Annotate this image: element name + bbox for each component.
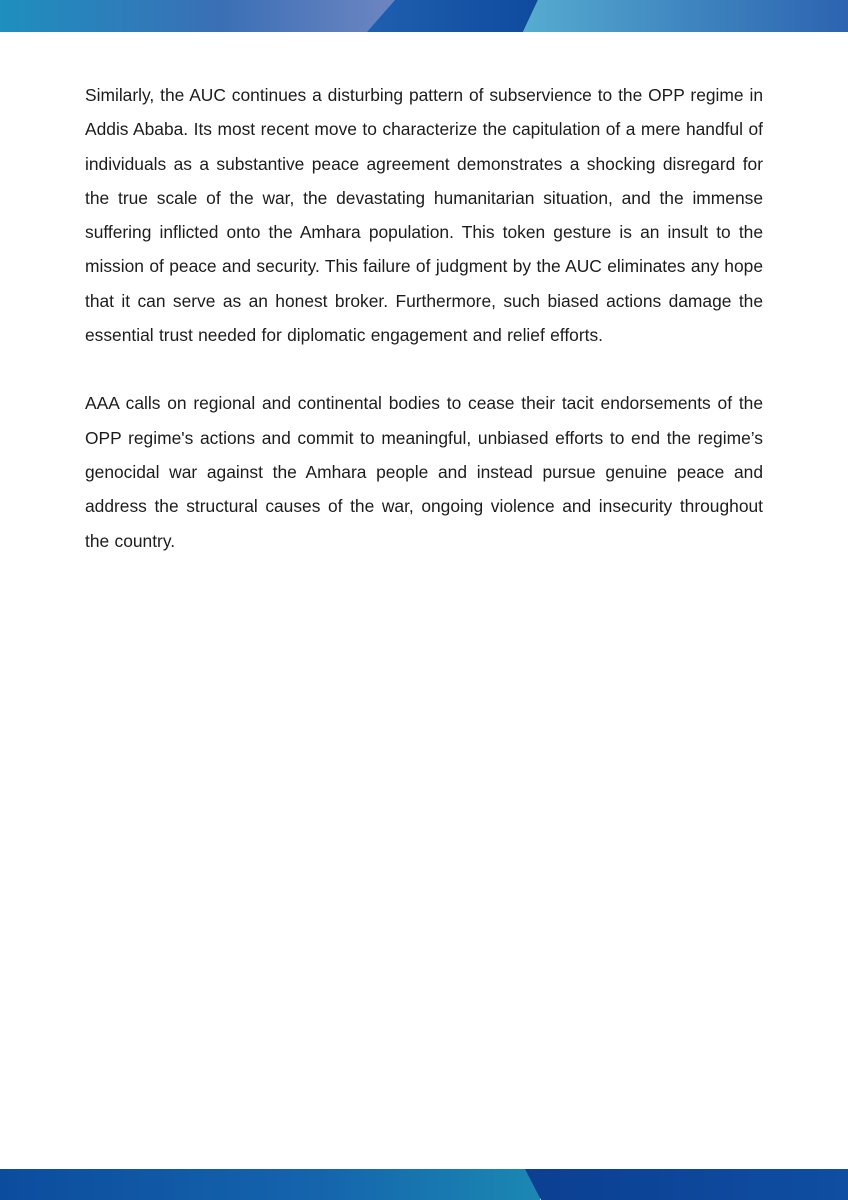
header-band <box>0 0 848 32</box>
header-band-right <box>523 0 848 32</box>
paragraph-auc-criticism: Similarly, the AUC continues a disturbing pattern of subservience to the OPP regime in Addis Ababa. Its most recent move to characterize the capitulation of a mere handful of individuals as a substantive peace agreement demonstrates a shocking disregard for the true scale of the war, the devastating humanitarian situation, and the immense suffering inflicted onto the Amhara population. This token gesture is an insult to the mission of peace and security. This failure of judgment by the AUC eliminates any hope that it can serve as an honest broker. Furthermore, such biased actions damage the essential trust needed for diplomatic engagement and relief efforts. <box>85 85 763 346</box>
header-band-middle <box>367 0 538 32</box>
header-band-left <box>0 0 400 32</box>
footer-band-graphic <box>0 1169 848 1200</box>
footer-band-right <box>525 1169 848 1200</box>
footer-band <box>0 1169 848 1200</box>
header-band-graphic <box>0 0 848 32</box>
document-body <box>85 78 763 558</box>
paragraph-aaa-call: AAA calls on regional and continental bodies to cease their tacit endorsements of the OPP regime's actions and commit to meaningful, unbiased efforts to end the regime’s genocidal war against the Amhara people and instead pursue genuine peace and address the structural causes of the war, ongoing violence and insecurity throughout the country. <box>85 393 763 551</box>
footer-band-left <box>0 1169 540 1200</box>
